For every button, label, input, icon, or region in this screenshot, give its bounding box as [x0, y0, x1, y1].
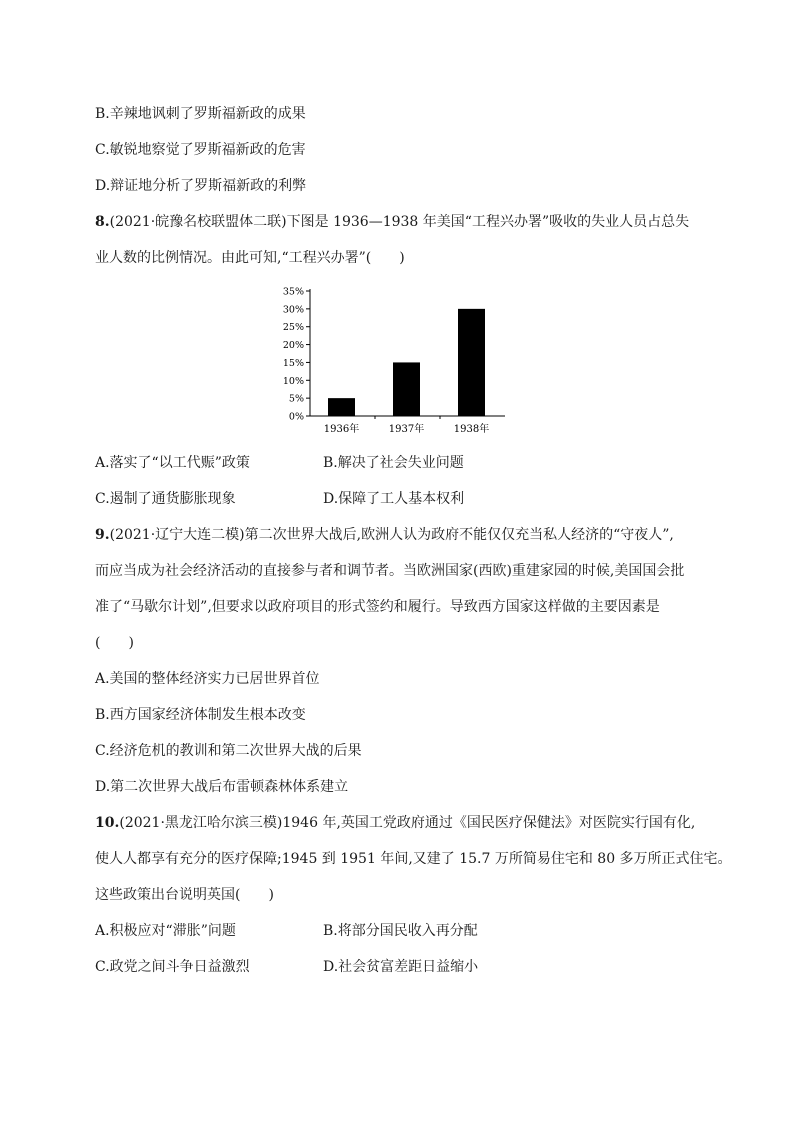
y-tick-label: 5% — [288, 393, 304, 405]
x-tick-label: 1937年 — [388, 424, 425, 435]
q10-option-a: A.积极应对“滞胀”问题 — [95, 923, 236, 939]
q9-option-b: B.西方国家经济体制发生根本改变 — [95, 707, 306, 723]
q9-stem-line-4: ( ) — [95, 635, 134, 651]
y-tick-label: 0% — [288, 411, 304, 423]
y-tick-label: 15% — [282, 357, 304, 369]
q8-stem-text-1: (2021·皖豫名校联盟体二联)下图是 1936—1938 年美国“工程兴办署”吸收的失业人员占总失 — [109, 214, 690, 230]
q10-number: 10. — [95, 815, 120, 831]
q9-stem-line-3: 准了“马歇尔计划”,但要求以政府项目的形式签约和履行。导致西方国家这样做的主要因素是 — [95, 599, 660, 615]
q8-option-d: D.保障了工人基本权利 — [323, 491, 465, 507]
q8-stem-line-1 — [95, 213, 689, 231]
q8-option-a: A.落实了“以工代赈”政策 — [95, 455, 250, 471]
q10-stem-line-2: 使人人都享有充分的医疗保障;1945 到 1951 年间,又建了 15.7 万所简易住宅和 80 多万所正式住宅。 — [95, 851, 732, 867]
q10-option-b: B.将部分国民收入再分配 — [323, 923, 478, 939]
q10-option-d: D.社会贫富差距日益缩小 — [323, 959, 479, 975]
q8-option-b: B.解决了社会失业问题 — [323, 455, 464, 471]
bar-1938年 — [458, 309, 485, 416]
y-tick-label: 10% — [282, 375, 304, 387]
x-tick-label: 1936年 — [323, 424, 360, 435]
q8-option-c: C.遏制了通货膨胀现象 — [95, 491, 236, 507]
q10-option-c: C.政党之间斗争日益激烈 — [95, 959, 250, 975]
q9-stem-line-2: 而应当成为社会经济活动的直接参与者和调节者。当欧洲国家(西欧)重建家园的时候,美国国会批 — [95, 563, 685, 579]
y-axis-ticks — [283, 287, 310, 423]
q9-stem-line-1 — [95, 526, 674, 544]
y-tick-label: 30% — [282, 304, 304, 316]
q7-option-b: B.辛辣地讽刺了罗斯福新政的成果 — [95, 106, 306, 122]
chart-bars — [328, 309, 485, 416]
q10-stem-line-3: 这些政策出台说明英国( ) — [95, 887, 274, 903]
q9-number: 9. — [95, 527, 110, 543]
bar-1937年 — [393, 362, 420, 416]
q10-stem-line-1 — [95, 814, 695, 832]
q7-option-c: C.敏锐地察觉了罗斯福新政的危害 — [95, 142, 306, 158]
q8-number: 8. — [95, 214, 110, 230]
y-tick-label: 25% — [282, 322, 304, 334]
q10-stem-text-1: (2021·黑龙江哈尔滨三模)1946 年,英国工党政府通过《国民医疗保健法》对医院实行国有化, — [119, 815, 696, 831]
q7-option-d: D.辩证地分析了罗斯福新政的利弊 — [95, 178, 307, 194]
bar-1936年 — [328, 398, 355, 416]
q9-option-d: D.第二次世界大战后布雷顿森林体系建立 — [95, 779, 349, 795]
x-axis-labels — [324, 416, 489, 435]
y-tick-label: 20% — [282, 340, 304, 352]
y-tick-label: 35% — [282, 286, 304, 298]
q9-option-a: A.美国的整体经济实力已居世界首位 — [95, 671, 320, 687]
q9-option-c: C.经济危机的教训和第二次世界大战的后果 — [95, 743, 362, 759]
q8-stem-line-2: 业人数的比例情况。由此可知,“工程兴办署”( ) — [95, 250, 405, 266]
q9-stem-text-1: (2021·辽宁大连二模)第二次世界大战后,欧洲人认为政府不能仅仅充当私人经济的“守夜人”, — [109, 527, 674, 543]
bar-chart — [270, 283, 510, 438]
x-tick-label: 1938年 — [453, 424, 490, 435]
